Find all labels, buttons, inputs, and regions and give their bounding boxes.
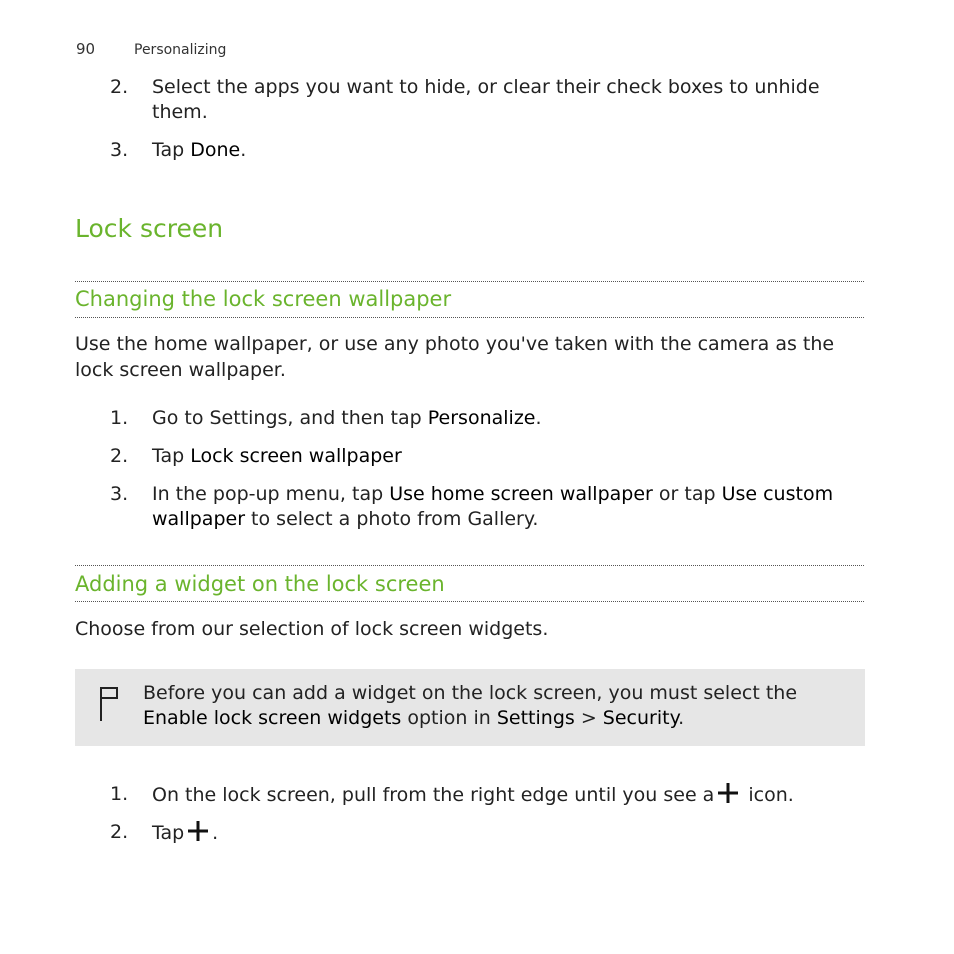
text-run: Tap [152, 445, 191, 467]
step-tap-done [110, 138, 850, 163]
text-run: On the lock screen, pull from the right edge until you see a [152, 784, 715, 806]
text-run: Go to Settings, and then tap [152, 407, 428, 429]
step-text [152, 406, 850, 431]
note-text [143, 681, 843, 731]
step-number: 2. [110, 445, 129, 467]
step-tap-plus [110, 820, 850, 849]
step-go-to-settings [110, 406, 850, 431]
text-run: . [535, 407, 542, 429]
step-pull-right-edge [110, 782, 850, 811]
flag-icon [97, 685, 121, 727]
divider [75, 317, 864, 318]
wallpaper-intro: Use the home wallpaper, or use any photo you've taken with the camera as the lock screen wallpaper. [75, 333, 835, 381]
text-run: Tap [152, 139, 191, 161]
divider [75, 565, 864, 566]
plus-icon [717, 782, 739, 811]
section-name: Personalizing [134, 42, 227, 58]
text-run: or tap [652, 483, 722, 505]
step-select-apps [110, 75, 850, 125]
ui-term: Use custom wallpaper [152, 483, 834, 530]
step-popup-menu [110, 482, 850, 532]
ui-term: Use home screen wallpaper [389, 483, 653, 505]
step-text [152, 782, 850, 811]
ui-term: Security [602, 707, 679, 729]
subsection-title-wallpaper: Changing the lock screen wallpaper [75, 287, 452, 311]
subsection-title-widget: Adding a widget on the lock screen [75, 572, 445, 596]
step-number: 2. [110, 821, 129, 843]
text-run: Tap [152, 822, 185, 844]
ui-term: Settings [496, 707, 575, 729]
step-text [152, 820, 850, 849]
step-text [152, 444, 850, 469]
step-text: Select the apps you want to hide, or clear their check boxes to unhide them. [152, 76, 820, 123]
step-number: 3. [110, 139, 129, 161]
text-run: > [574, 707, 603, 729]
text-run: . [678, 707, 685, 729]
divider [75, 601, 864, 602]
step-number: 1. [110, 407, 129, 429]
page-number: 90 [76, 40, 96, 58]
ui-term: Enable lock screen widgets [143, 707, 402, 729]
section-title: Lock screen [75, 214, 224, 243]
text-run: . [212, 822, 219, 844]
text-run: option in [401, 707, 497, 729]
page-header [76, 40, 226, 58]
step-number: 3. [110, 483, 129, 505]
step-text [152, 138, 850, 163]
text-run: Before you can add a widget on the lock screen, you must select the [143, 682, 798, 704]
step-text [152, 482, 850, 532]
divider [75, 281, 864, 282]
ui-term: Personalize [427, 407, 536, 429]
text-run: . [240, 139, 247, 161]
plus-icon [187, 820, 209, 849]
ui-term: Lock screen wallpaper [190, 445, 402, 467]
note-box [75, 669, 865, 746]
widget-intro: Choose from our selection of lock screen widgets. [75, 618, 549, 640]
step-number: 2. [110, 76, 129, 98]
step-number: 1. [110, 783, 129, 805]
text-run: to select a photo from Gallery. [245, 508, 539, 530]
step-tap-lock-wallpaper [110, 444, 850, 469]
ui-term: Done [190, 139, 241, 161]
text-run: icon. [742, 784, 794, 806]
text-run: In the pop-up menu, tap [152, 483, 390, 505]
